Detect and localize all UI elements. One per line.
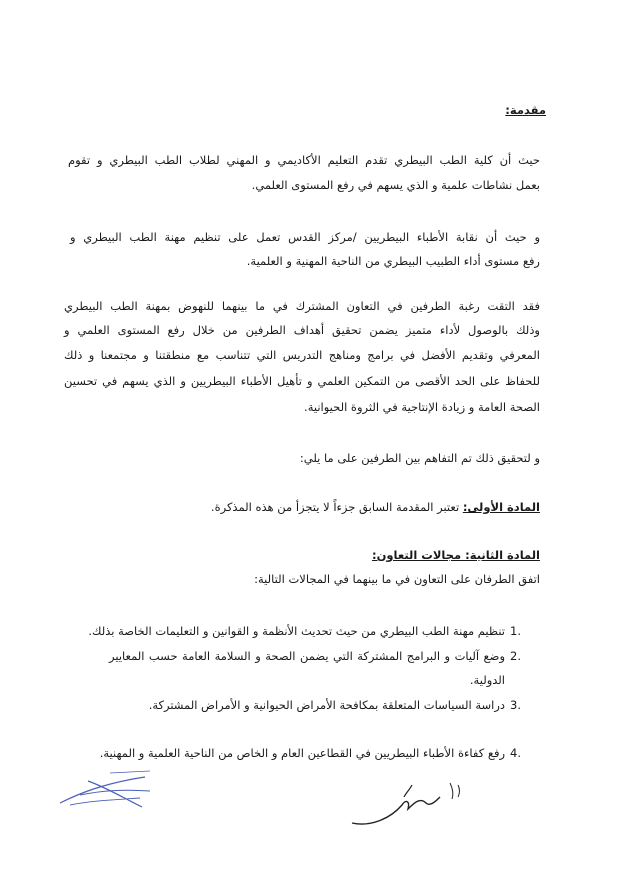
article-1 <box>211 500 540 514</box>
paragraph-1-line-1: حيث أن كلية الطب البيطري تقدم التعليم الأكاديمي و المهني لطلاب الطب البيطري و تقوم <box>68 153 540 167</box>
list-item-1-number: 1. <box>510 624 521 638</box>
signature-left <box>50 765 160 815</box>
list-item-2-line-2: الدولية. <box>469 673 505 687</box>
paragraph-3-line-5: الصحة العامة و زيادة الإنتاجية في الثروة الحيوانية. <box>304 400 540 414</box>
list-item-2-number: 2. <box>510 649 521 663</box>
list-item-4-text: رفع كفاءة الأطباء البيطريين في القطاعين العام و الخاص من الناحية العلمية و المهنية. <box>99 746 505 760</box>
list-item-1-text: تنظيم مهنة الطب البيطري من حيث تحديث الأنظمة و القوانين و التعليمات الخاصة بذلك. <box>88 624 505 638</box>
article-2-intro: اتفق الطرفان على التعاون في ما بينهما في المجالات التالية: <box>254 572 540 586</box>
paragraph-2-line-1: و حيث أن نقابة الأطباء البيطريين /مركز القدس تعمل على تنظيم مهنة الطب البيطري و <box>70 230 540 244</box>
paragraph-1-line-2: بعمل نشاطات علمية و الذي يسهم في رفع المستوى العلمي. <box>251 178 540 192</box>
list-item-2-line-1: وضع آليات و البرامج المشتركة التي يضمن الصحة و السلامة العامة حسب المعايير <box>109 649 505 663</box>
paragraph-3-line-4: للحفاظ على الحد الأقصى من التمكين العلمي و تأهيل الأطباء البيطريين و الذي يسهم في تحسين <box>64 374 540 388</box>
heading-introduction: مقدمة: <box>505 103 546 117</box>
article-1-text: تعتبر المقدمة السابق جزءاً لا يتجزأ من هذه المذكرة. <box>210 500 460 514</box>
paragraph-3-line-3: المعرفي وتقديم الأفضل في برامج ومناهج التدريس التي تتناسب مع منطقتنا و مجتمعنا و ذلك <box>64 348 540 362</box>
list-item-3-number: 3. <box>510 698 521 712</box>
paragraph-4-line-1: و لتحقيق ذلك تم التفاهم بين الطرفين على ما يلي: <box>299 451 540 465</box>
signature-right <box>340 775 470 835</box>
article-2-title: المادة الثانية: مجالات التعاون: <box>371 548 540 562</box>
paragraph-3-line-1: فقد التقت رغبة الطرفين في التعاون المشترك في ما بينهما للنهوض بمهنة الطب البيطري <box>64 299 540 313</box>
paragraph-3-line-2: وذلك بالوصول لأداء متميز يضمن تحقيق أهداف الطرفين من خلال رفع المستوى العلمي و <box>64 323 540 337</box>
article-1-title: المادة الأولى: <box>462 500 540 514</box>
list-item-4-number: 4. <box>510 746 521 760</box>
paragraph-2-line-2: رفع مستوى أداء الطبيب البيطري من الناحية المهنية و العلمية. <box>246 254 540 268</box>
list-item-3-text: دراسة السياسات المتعلقة بمكافحة الأمراض الحيوانية و الأمراض المشتركة. <box>148 698 505 712</box>
